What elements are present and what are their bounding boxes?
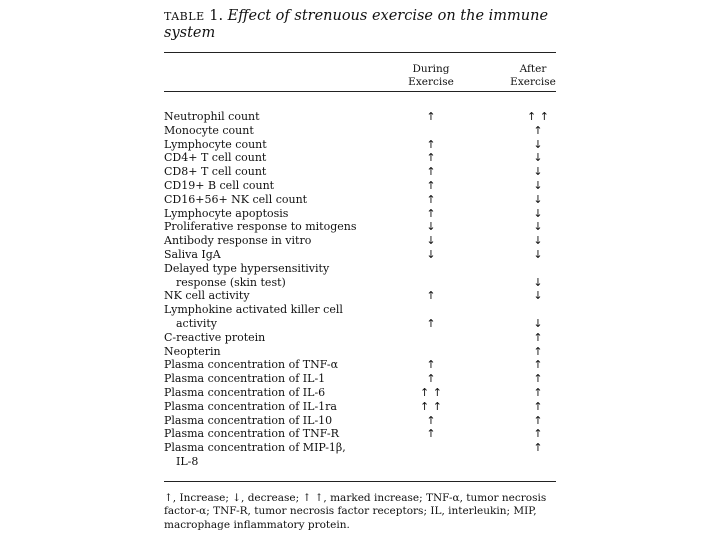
row-label: Neopterin xyxy=(164,344,221,358)
row-label: Plasma concentration of MIP-1β, xyxy=(164,441,346,455)
row-label: response (skin test) xyxy=(176,275,286,289)
after-exercise-value: ↓ xyxy=(533,275,543,289)
during-exercise-value: ↑ xyxy=(426,178,436,192)
after-exercise-value: ↑ xyxy=(533,330,543,344)
during-exercise-value: ↑ xyxy=(426,110,436,123)
table-row xyxy=(164,331,556,345)
table-row xyxy=(164,414,556,428)
table-row xyxy=(164,165,556,179)
during-exercise-value: ↓ xyxy=(426,247,436,261)
table-caption xyxy=(164,8,556,42)
after-exercise-value: ↑ xyxy=(533,344,543,358)
during-exercise-header: During Exercise xyxy=(408,63,454,88)
during-exercise-value: ↑ xyxy=(426,206,436,220)
row-label: activity xyxy=(176,316,218,330)
row-label: Antibody response in vitro xyxy=(164,234,312,248)
row-label: Lymphocyte apoptosis xyxy=(164,206,289,220)
table-row xyxy=(164,400,556,414)
table-row xyxy=(164,276,556,290)
during-exercise-value: ↑ ↑ xyxy=(420,385,442,399)
table-row xyxy=(164,262,556,276)
row-label: CD16+56+ NK cell count xyxy=(164,192,308,206)
caption-label: TABLE xyxy=(164,10,205,23)
row-label: NK cell activity xyxy=(164,289,250,303)
after-exercise-value: ↑ xyxy=(533,427,543,441)
row-label: CD19+ B cell count xyxy=(164,178,275,192)
after-exercise-value: ↓ xyxy=(533,165,543,179)
caption-title: Effect of strenuous exercise on the immune system xyxy=(164,8,549,41)
table-row xyxy=(164,427,556,441)
during-exercise-value: ↑ xyxy=(426,316,436,330)
during-exercise-value: ↑ xyxy=(426,137,436,151)
caption-number: 1. xyxy=(209,8,224,24)
table-row xyxy=(164,220,556,234)
row-label: Lymphokine activated killer cell xyxy=(164,303,343,317)
during-exercise-value: ↑ xyxy=(426,427,436,441)
table-container xyxy=(164,8,556,532)
after-exercise-value: ↑ xyxy=(533,399,543,413)
table-row xyxy=(164,455,556,469)
table-row xyxy=(164,441,556,455)
table-row xyxy=(164,138,556,152)
row-label: Proliferative response to mitogens xyxy=(164,220,357,234)
table-row xyxy=(164,386,556,400)
table-row xyxy=(164,124,556,138)
after-exercise-value: ↓ xyxy=(533,137,543,151)
row-label: Delayed type hypersensitivity xyxy=(164,261,330,275)
after-exercise-value: ↓ xyxy=(533,206,543,220)
table-row xyxy=(164,193,556,207)
table-row xyxy=(164,303,556,317)
during-exercise-value: ↓ xyxy=(426,220,436,234)
during-exercise-value: ↑ ↑ xyxy=(420,399,442,413)
row-label: Plasma concentration of IL-6 xyxy=(164,385,326,399)
row-label: Plasma concentration of IL-10 xyxy=(164,413,333,427)
after-exercise-value: ↓ xyxy=(533,316,543,330)
after-exercise-value: ↑ xyxy=(533,385,543,399)
table-footnote: ↑, Increase; ↓, decrease; ↑ ↑, marked increase; TNF-α, tumor necrosis factor-α; TNF-R, tumor necrosis factor receptors; IL, interleukin; MIP, macrophage inflammatory protein. xyxy=(164,491,547,531)
table-row xyxy=(164,248,556,262)
during-exercise-value: ↓ xyxy=(426,234,436,248)
after-exercise-value: ↑ xyxy=(533,123,543,137)
after-exercise-value: ↓ xyxy=(533,192,543,206)
table-row xyxy=(164,110,556,124)
row-label: Plasma concentration of IL-1 xyxy=(164,372,326,386)
table-row xyxy=(164,207,556,221)
after-exercise-value: ↑ xyxy=(533,358,543,372)
bottom-rule xyxy=(164,481,556,482)
row-label: CD8+ T cell count xyxy=(164,165,267,179)
row-label: IL-8 xyxy=(176,454,199,468)
table-row xyxy=(164,372,556,386)
after-exercise-value: ↑ xyxy=(533,441,543,455)
row-label: C-reactive protein xyxy=(164,330,266,344)
after-exercise-value: ↓ xyxy=(533,220,543,234)
column-header xyxy=(164,53,556,91)
header-rule xyxy=(164,91,556,92)
during-exercise-value: ↑ xyxy=(426,289,436,303)
after-exercise-value: ↑ xyxy=(533,372,543,386)
row-label: Saliva IgA xyxy=(164,247,221,261)
row-label: Lymphocyte count xyxy=(164,137,267,151)
after-exercise-value: ↓ xyxy=(533,247,543,261)
table-row xyxy=(164,151,556,165)
during-exercise-value: ↑ xyxy=(426,165,436,179)
during-exercise-value: ↑ xyxy=(426,358,436,372)
during-exercise-value: ↑ xyxy=(426,372,436,386)
table-row xyxy=(164,345,556,359)
table-row xyxy=(164,289,556,303)
row-label: Plasma concentration of IL-1ra xyxy=(164,399,337,413)
after-exercise-value: ↑ xyxy=(533,413,543,427)
row-label: Neutrophil count xyxy=(164,110,260,123)
row-label: CD4+ T cell count xyxy=(164,151,267,165)
after-exercise-value: ↓ xyxy=(533,234,543,248)
table-row xyxy=(164,317,556,331)
after-exercise-value: ↓ xyxy=(533,289,543,303)
after-exercise-value: ↑ ↑ xyxy=(527,110,549,123)
during-exercise-value: ↑ xyxy=(426,413,436,427)
after-exercise-header: After Exercise xyxy=(510,63,556,88)
table-row xyxy=(164,179,556,193)
during-exercise-value: ↑ xyxy=(426,151,436,165)
after-exercise-value: ↓ xyxy=(533,178,543,192)
row-label: Plasma concentration of TNF-α xyxy=(164,358,339,372)
table-row xyxy=(164,358,556,372)
row-label: Plasma concentration of TNF-R xyxy=(164,427,339,441)
row-label: Monocyte count xyxy=(164,123,254,137)
after-exercise-value: ↓ xyxy=(533,151,543,165)
table-row xyxy=(164,234,556,248)
table-body xyxy=(164,110,556,469)
during-exercise-value: ↑ xyxy=(426,192,436,206)
